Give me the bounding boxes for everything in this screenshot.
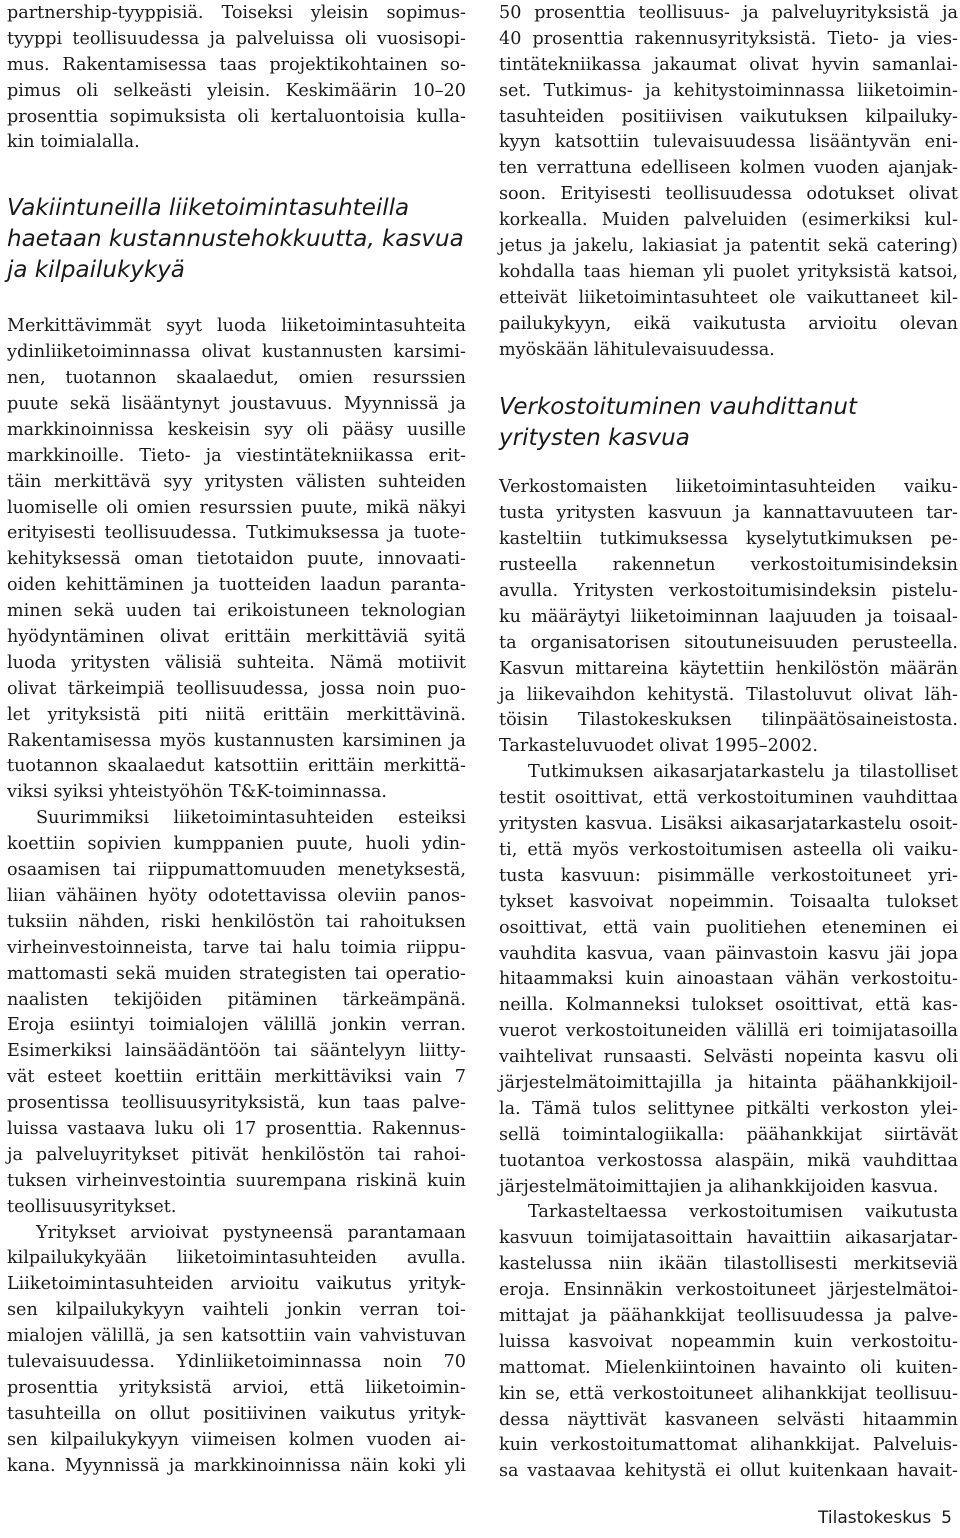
left-intro-paragraph bbox=[7, 1, 466, 156]
text-line: kana. Myynnissä ja markkinoinnissa näin koki yli bbox=[7, 1455, 466, 1476]
text-line: koettiin sopivien kumppanien puute, huoli ydin- bbox=[7, 834, 466, 855]
text-line: etteivät liiketoimintasuhteet ole vaikuttaneet kil- bbox=[499, 287, 958, 308]
text-line: 50 prosenttia teollisuus- ja palveluyrityksistä ja bbox=[499, 3, 958, 23]
text-line: tusta kasvuun: pisimmälle verkostoituneet yri- bbox=[499, 865, 958, 886]
text-line: Tarkasteltaessa verkostoitumisen vaikutusta bbox=[528, 1202, 958, 1223]
text-line: tuksen virheinvestointia suurempana riskinä kuin bbox=[7, 1170, 466, 1191]
right-paragraph-2 bbox=[499, 475, 958, 760]
text-line: partnership-tyyppisiä. Toiseksi yleisin sopimus- bbox=[7, 3, 466, 23]
text-line: vät esteet koettiin erittäin merkittäviksi vain 7 bbox=[7, 1067, 466, 1088]
text-line: erityisesti teollisuudessa. Tutkimuksessa ja tuote- bbox=[7, 523, 466, 544]
text-line: markkinoille. Tieto- ja viestintätekniikassa erit- bbox=[7, 445, 466, 466]
text-line: korkealla. Muiden palveluiden (esimerkiksi kul- bbox=[499, 210, 958, 231]
text-line: teollisuusyritykset. bbox=[7, 1196, 177, 1217]
text-line: kastelussa niin ikään tilastollisesti merkitseviä bbox=[499, 1254, 958, 1275]
text-line: set. Tutkimus- ja kehitystoiminnassa liiketoimin- bbox=[499, 80, 958, 101]
text-line: Tutkimuksen aikasarjatarkastelu ja tilastolliset bbox=[528, 762, 958, 783]
text-line: osoittivat, että vain puolitiehen eteneminen ei bbox=[499, 917, 958, 938]
text-line: naalisten tekijöiden pitäminen tärkeämpänä. bbox=[7, 989, 466, 1010]
text-line: tuotannon skaalaedut katsottiin erittäin merkittä- bbox=[7, 756, 466, 777]
text-line: kyyn katsottiin tulevaisuudessa lisääntyvän eni- bbox=[499, 132, 958, 153]
text-line: olivat tärkeimpiä teollisuudessa, jossa noin puo- bbox=[7, 678, 466, 699]
text-line: vaihtelivat runsaasti. Selvästi nopeinta kasvu oli bbox=[499, 1047, 958, 1068]
text-line: testit osoittivat, että verkostoituminen vauhdittaa bbox=[499, 788, 958, 809]
text-line: tasuhteiden positiivisen vaikutuksen kilpailuky- bbox=[499, 106, 958, 127]
text-line: oiden kehittäminen ja tuotteiden laadun paranta- bbox=[7, 575, 466, 596]
text-line: la. Tämä tulos selittynee pitkälti verkoston ylei- bbox=[499, 1098, 958, 1119]
text-line: rusteella rakennetun verkostoitumisindeksin bbox=[499, 555, 958, 576]
text-line: osaamisen tai riippumattomuuden menetyksestä, bbox=[7, 860, 466, 881]
text-line: sen kilpailukykyyn vaihteli jonkin verran toi- bbox=[7, 1300, 466, 1321]
text-line: tusta yritysten kasvuun ja kannattavuuteen tar- bbox=[499, 503, 958, 524]
page-number: 5 bbox=[941, 1508, 952, 1528]
text-line: kehityksessä oman tietotaidon puute, innovaati- bbox=[7, 549, 466, 570]
text-line: ja liikevaihdon kehitystä. Tilastoluvut olivat läh- bbox=[499, 684, 958, 705]
text-line: liian vähäinen hyöty odotettavissa oleviin panos- bbox=[7, 885, 466, 906]
text-line: kin toimialalla. bbox=[7, 132, 140, 153]
heading-line: Verkostoituminen vauhdittanut bbox=[499, 394, 858, 421]
text-line: luoda yritysten välisiä suhteita. Nämä motiivit bbox=[7, 652, 466, 673]
text-line: Tarkasteluvuodet olivat 1995–2002. bbox=[499, 736, 818, 757]
text-line: virheinvestoinneista, tarve tai halu toimia riippu- bbox=[7, 937, 466, 958]
text-line: prosenttia sopimuksista oli kertaluontoisia kulla- bbox=[7, 106, 466, 127]
text-line: tintätekniikassa jakaumat olivat hyvin samanlai- bbox=[499, 54, 958, 75]
text-line: pailukykyyn, eikä vaikutusta arvioitu olevan bbox=[499, 313, 958, 334]
text-line: ti, että myös verkostoitumisen asteella oli vaiku- bbox=[499, 839, 958, 860]
text-line: puute sekä lisääntynyt joustavuus. Myynnissä ja bbox=[7, 394, 466, 415]
text-line: Suurimmiksi liiketoimintasuhteiden esteiksi bbox=[36, 808, 466, 829]
text-line: mattomat. Mielenkiintoinen havainto oli kuiten- bbox=[499, 1357, 958, 1378]
text-line: luissa vastaava luku oli 17 prosenttia. Rakennus- bbox=[7, 1118, 466, 1139]
text-line: mialojen välillä, ja sen katsottiin vain vahvistuvan bbox=[7, 1326, 466, 1347]
text-line: Verkostomaisten liiketoimintasuhteiden vaiku- bbox=[499, 477, 958, 498]
text-line: Kasvun mittareina käytettiin henkilöstön määrän bbox=[499, 658, 958, 679]
text-line: nen, tuotannon skaalaedut, omien resurssien bbox=[7, 368, 466, 389]
text-line: sen kilpailukykyyn viimeisen kolmen vuoden ai- bbox=[7, 1429, 466, 1450]
text-line: sellä toimintalogiikalla: päähankkijat siirtävät bbox=[499, 1124, 958, 1145]
text-line: prosentissa teollisuusyrityksistä, kun taas palve- bbox=[7, 1093, 466, 1114]
text-line: järjestelmätoimittajien ja alihankkijoiden kasvua. bbox=[499, 1176, 939, 1197]
text-line: prosenttia yrityksistä arvioi, että liiketoimin- bbox=[7, 1377, 466, 1398]
text-line: töisin Tilastokeskuksen tilinpäätösaineistosta. bbox=[499, 710, 958, 731]
text-line: pimus oli selkeästi yleisin. Keskimäärin 10–20 bbox=[7, 80, 466, 101]
left-column bbox=[7, 0, 466, 1479]
text-line: Yritykset arvioivat pystyneensä parantamaan bbox=[36, 1222, 466, 1243]
text-line: yritysten kasvua. Lisäksi aikasarjatarkastelu osoit- bbox=[499, 814, 958, 835]
text-line: jetus ja jakelu, lakiasiat ja patentit sekä catering) bbox=[499, 236, 958, 257]
text-line: mus. Rakentamisessa taas projektikohtainen so- bbox=[7, 54, 466, 75]
left-paragraph-1 bbox=[7, 314, 466, 806]
text-line: tuksiin nähden, riski henkilöstön tai rahoituksen bbox=[7, 911, 466, 932]
text-line: kohdalla taas hieman yli puolet yrityksistä katsoi, bbox=[499, 261, 958, 282]
text-line: hitaammaksi kuin ainoastaan vähän verkostoitu- bbox=[499, 969, 958, 990]
right-paragraph-1 bbox=[499, 1, 958, 363]
text-line: ydinliiketoiminnassa olivat kustannusten karsimi- bbox=[7, 342, 466, 363]
text-line: viksi syiksi yhteistyöhön T&K-toiminnassa. bbox=[7, 782, 387, 803]
text-line: myöskään lähitulevaisuudessa. bbox=[499, 339, 775, 360]
text-line: tuotantoa verkostossa alaspäin, mikä vauhdittaa bbox=[499, 1150, 958, 1171]
text-line: kuin verkostoitumattomat alihankkijat. Palveluis- bbox=[499, 1435, 958, 1456]
text-line: täin merkittävä syy yritysten välisten suhteiden bbox=[7, 471, 466, 492]
text-line: ten verrattuna edelliseen kolmen vuoden ajanjak- bbox=[499, 158, 958, 179]
publisher-name: Tilastokeskus bbox=[818, 1508, 932, 1528]
text-line: minen sekä uuden tai erikoistuneen teknologian bbox=[7, 601, 466, 622]
text-line: Liiketoimintasuhteiden arvioitu vaikutus yrityk- bbox=[7, 1274, 466, 1295]
left-paragraph-2 bbox=[7, 806, 466, 1220]
text-line: mattomasti sekä muiden strategisten tai operatio- bbox=[7, 963, 466, 984]
text-line: tulevaisuudessa. Ydinliiketoiminnassa noin 70 bbox=[7, 1351, 466, 1372]
text-line: luomiselle oli omien resurssien puute, mikä näkyi bbox=[7, 497, 466, 518]
text-line: markkinoinnissa keskeisin syy oli pääsy uusille bbox=[7, 419, 466, 440]
page-footer bbox=[818, 1507, 952, 1529]
text-line: ja palveluyritykset pitivät henkilöstön tai rahoi- bbox=[7, 1144, 466, 1165]
text-line: let yrityksistä piti niitä erittäin merkittävinä. bbox=[7, 704, 466, 725]
text-line: tyyppi teollisuudessa ja palveluissa oli vuosisopi- bbox=[7, 28, 466, 49]
text-line: vuerot verkostoituneiden välillä eri toimijatasoilla bbox=[499, 1021, 958, 1042]
left-paragraph-3 bbox=[7, 1221, 466, 1480]
text-line: Rakentamisessa myös kustannusten karsiminen ja bbox=[7, 730, 466, 751]
text-line: kasvuun toimijatasoittain havaittiin aikasarjatar- bbox=[499, 1228, 958, 1249]
text-line: kilpailukykyään liiketoimintasuhteiden avulla. bbox=[7, 1248, 466, 1269]
text-line: vauhdita kasvua, vaan päinvastoin kasvu jäi jopa bbox=[499, 943, 958, 964]
heading-line: yritysten kasvua bbox=[499, 425, 690, 452]
text-line: tykset kasvoivat nopeimmin. Toisaalta tulokset bbox=[499, 891, 958, 912]
text-line: sa vastaavaa kehitystä ei ollut kuitenkaan havait- bbox=[499, 1461, 958, 1482]
text-line: eroja. Ensinnäkin verkostoituneet järjestelmätoi- bbox=[499, 1280, 958, 1301]
text-line: kin se, että verkostoituneet alihankkijat teollisuu- bbox=[499, 1383, 958, 1404]
text-line: järjestelmätoimittajilla ja hitainta päähankkijoil- bbox=[499, 1072, 958, 1093]
text-line: ta organisatorisen sitoutuneisuuden perusteella. bbox=[499, 632, 958, 653]
text-line: hyödyntäminen olivat erittäin merkittäviä syitä bbox=[7, 627, 466, 648]
text-line: ku määräytyi liiketoiminnan laajuuden ja toisaal- bbox=[499, 606, 958, 627]
heading-line: Vakiintuneilla liiketoimintasuhteilla bbox=[7, 195, 410, 222]
text-line: Eroja esiintyi toimialojen välillä jonkin verran. bbox=[7, 1015, 466, 1036]
right-paragraph-4 bbox=[499, 1200, 958, 1485]
text-line: avulla. Yritysten verkostoitumisindeksin pistelu- bbox=[499, 581, 958, 602]
right-paragraph-3 bbox=[499, 760, 958, 1200]
right-column bbox=[499, 0, 958, 1485]
text-line: Esimerkiksi lainsäädäntöön tai sääntelyyn liitty- bbox=[7, 1041, 466, 1062]
text-line: kasteltiin tutkimuksessa kyselytutkimuksen pe- bbox=[499, 529, 958, 550]
text-line: tasuhteilla on ollut positiivinen vaikutus yrityk- bbox=[7, 1403, 466, 1424]
text-line: 40 prosenttia rakennusyrityksistä. Tieto- ja vies- bbox=[499, 28, 958, 49]
section-heading-business-relations bbox=[7, 193, 466, 286]
text-line: mittajat ja päähankkijat teollisuudessa ja palve- bbox=[499, 1305, 958, 1326]
heading-line: ja kilpailukykyä bbox=[7, 257, 185, 284]
text-line: luissa kasvoivat nopeammin kuin verkostoitu- bbox=[499, 1331, 958, 1352]
text-line: neilla. Kolmanneksi tulokset osoittivat, että kas- bbox=[499, 995, 958, 1016]
text-line: dessa näyttivät kasvaneen selvästi hitaammin bbox=[499, 1409, 958, 1430]
section-heading-networking bbox=[499, 392, 958, 454]
text-line: soon. Erityisesti teollisuudessa odotukset olivat bbox=[499, 184, 958, 205]
text-line: Merkittävimmät syyt luoda liiketoimintasuhteita bbox=[7, 316, 466, 337]
heading-line: haetaan kustannustehokkuutta, kasvua bbox=[7, 226, 464, 253]
